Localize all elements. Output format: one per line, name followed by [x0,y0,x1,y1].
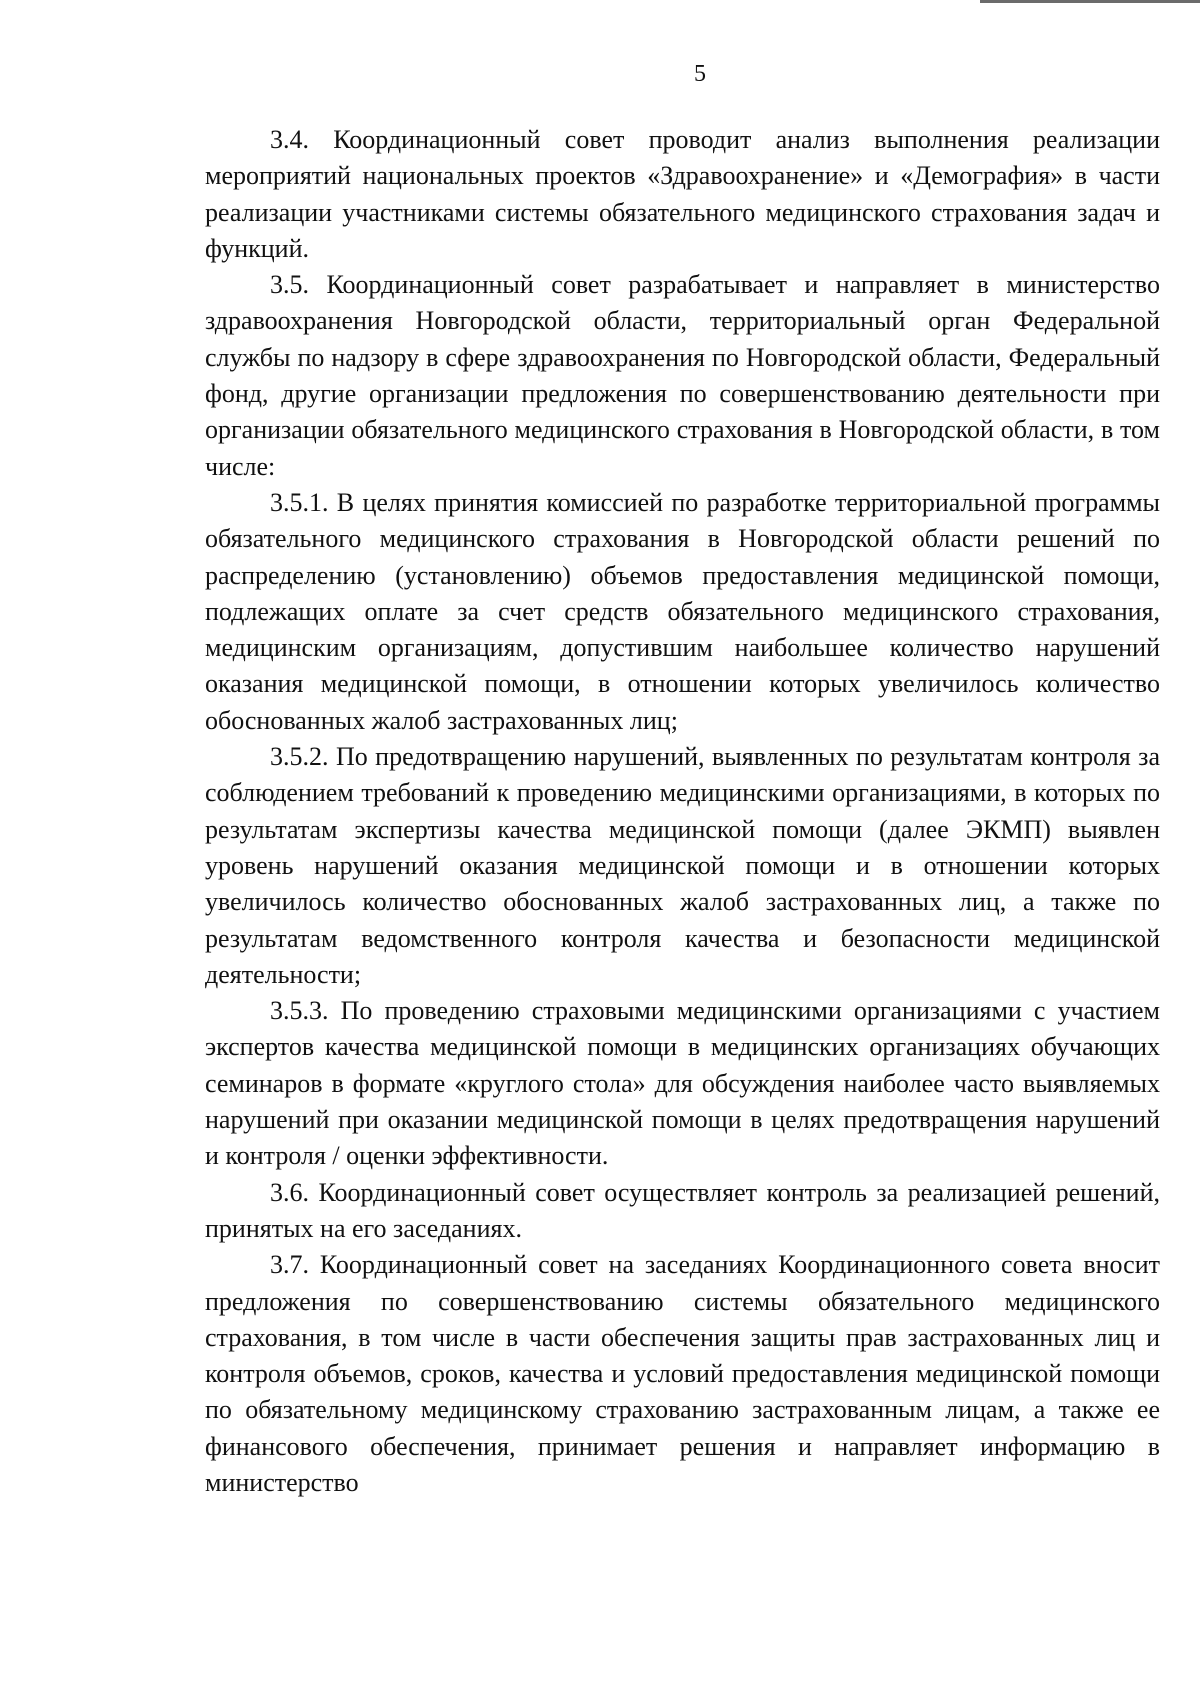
paragraph-3-5-3: 3.5.3. По проведению страховыми медицинскими организациями с участием экспертов качества медицинской помощи в медицинских организациях обучающих семинаров в формате «круглого стола» для обсуждения наиболее часто выявляемых нарушений при оказании медицинской помощи в целях предотвращения нарушений и контроля / оценки эффективности. [205,996,1160,1171]
document-body [205,122,1160,1501]
paragraph-3-7: 3.7. Координационный совет на заседаниях Координационного совета вносит предложения по совершенствованию системы обязательного медицинского страхования, в том числе в части обеспечения защиты прав застрахованных лиц и контроля объемов, сроков, качества и условий предоставления медицинской помощи по обязательному медицинскому страхованию застрахованным лицам, а также ее финансового обеспечения, принимает решения и направляет информацию в министерство [205,1250,1160,1497]
page-number: 5 [694,61,706,87]
paragraph-3-4: 3.4. Координационный совет проводит анализ выполнения реализации мероприятий национальных проектов «Здравоохранение» и «Демография» в части реализации участниками системы обязательного медицинского страхования задач и функций. [205,125,1160,263]
paragraph-3-5-2: 3.5.2. По предотвращению нарушений, выявленных по результатам контроля за соблюдением требований к проведению медицинскими организациями, в которых по результатам экспертизы качества медицинской помощи (далее ЭКМП) выявлен уровень нарушений оказания медицинской помощи и в отношении которых увеличилось количество обоснованных жалоб застрахованных лиц, а также по результатам ведомственного контроля качества и безопасности медицинской деятельности; [205,742,1160,989]
paragraph-3-5: 3.5. Координационный совет разрабатывает и направляет в министерство здравоохранения Новгородской области, территориальный орган Федеральной службы по надзору в сфере здравоохранения по Новгородской области, Федеральный фонд, другие организации предложения по совершенствованию деятельности при организации обязательного медицинского страхования в Новгородской области, в том числе: [205,270,1160,481]
top-edge-rule [980,0,1200,3]
paragraph-3-6: 3.6. Координационный совет осуществляет контроль за реализацией решений, принятых на его заседаниях. [205,1177,1160,1243]
paragraph-3-5-1: 3.5.1. В целях принятия комиссией по разработке территориальной программы обязательного медицинского страхования в Новгородской области решений по распределению (установлению) объемов предоставления медицинской помощи, подлежащих оплате за счет средств обязательного медицинского страхования, медицинским организациям, допустившим наибольшее количество нарушений оказания медицинской помощи, в отношении которых увеличилось количество обоснованных жалоб застрахованных лиц; [205,487,1160,735]
